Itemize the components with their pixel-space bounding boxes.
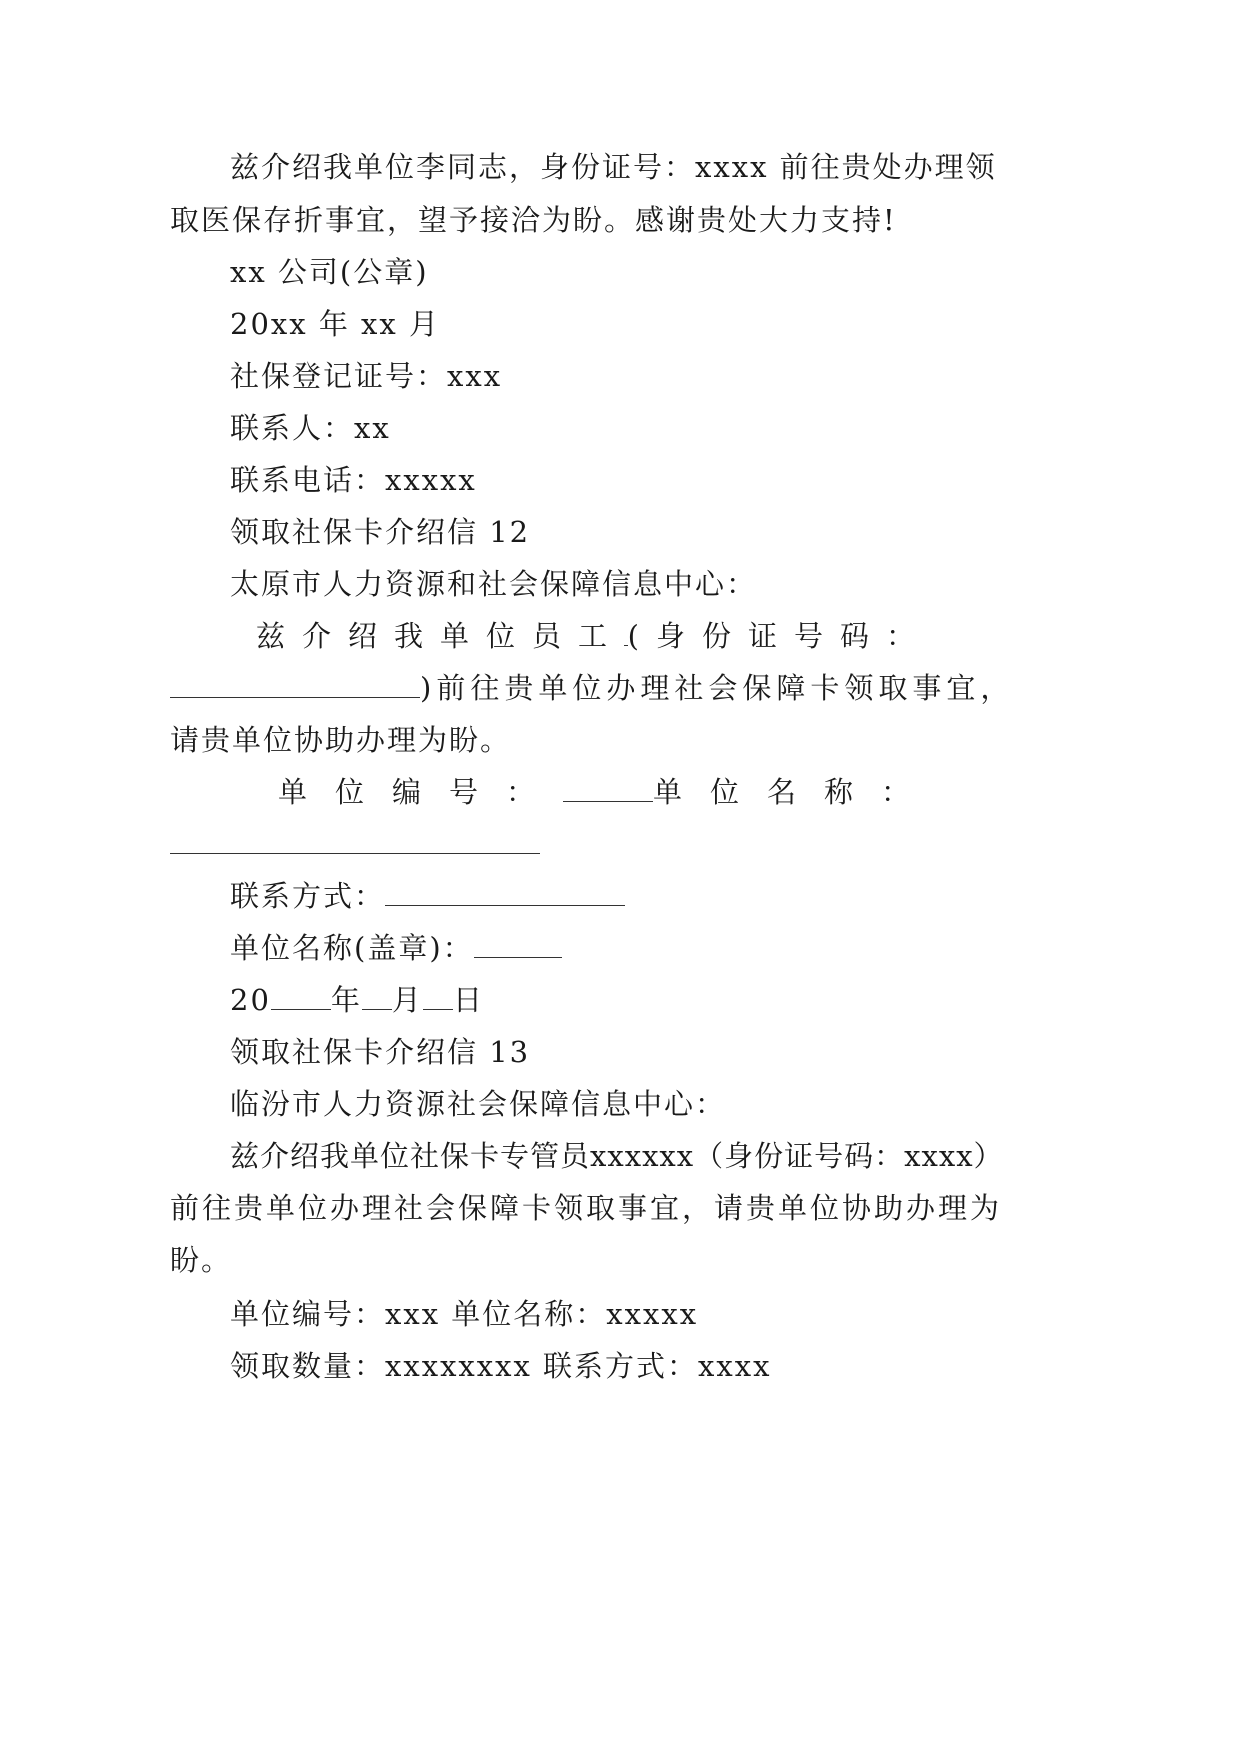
paragraph-line: 兹介绍我单位社保卡专管员xxxxxx（身份证号码：xxxx） <box>230 1139 1004 1173</box>
recipient-line: 临汾市人力资源社会保障信息中心： <box>230 1087 727 1121</box>
blank-field <box>423 983 453 1010</box>
paragraph-line: 兹介绍我单位李同志，身份证号：xxxx 前往贵处办理领 <box>230 150 997 184</box>
company-seal-line: xx 公司(公章) <box>230 255 429 289</box>
unit-info-line <box>278 775 938 809</box>
date-century: 20 <box>230 983 271 1017</box>
unit-info-line: 单位编号：xxx 单位名称：xxxxx <box>230 1297 699 1331</box>
paragraph-line <box>256 619 932 653</box>
blank-field <box>362 983 392 1010</box>
date-month-label: 月 <box>391 983 423 1017</box>
blank-field <box>170 827 540 854</box>
contact-method-label: 联系方式： <box>230 879 386 913</box>
paragraph-text: (身份证号码： <box>627 619 932 653</box>
paragraph-line: 请贵单位协助办理为盼。 <box>170 723 512 757</box>
unit-name-label: 单位名称： <box>652 775 938 809</box>
paragraph-line: 取医保存折事宜，望予接洽为盼。感谢贵处大力支持! <box>170 203 897 237</box>
social-reg-line: 社保登记证号：xxx <box>230 359 503 393</box>
unit-number-label: 单位编号： <box>278 775 564 809</box>
blank-field <box>385 879 625 906</box>
date-day-label: 日 <box>452 983 484 1017</box>
date-line <box>230 983 484 1017</box>
date-year-label: 年 <box>330 983 362 1017</box>
paragraph-line: 前往贵单位办理社会保障卡领取事宜，请贵单位协助办理为 <box>170 1191 1003 1225</box>
date-line: 20xx 年 xx 月 <box>230 307 440 341</box>
paragraph-text: 兹介绍我单位员工 <box>256 619 625 653</box>
paragraph-text: )前往贵单位办理社会保障卡领取事宜， <box>420 671 1015 705</box>
blank-field <box>563 775 653 802</box>
blank-field <box>474 931 562 958</box>
paragraph-line <box>170 671 1014 705</box>
blank-field <box>271 983 331 1010</box>
contact-method-line <box>230 879 625 913</box>
paragraph-line: 盼。 <box>170 1243 233 1277</box>
section-title: 领取社保卡介绍信 12 <box>230 515 531 549</box>
blank-field <box>170 671 420 698</box>
blank-line <box>170 827 540 861</box>
seal-label: 单位名称(盖章)： <box>230 931 474 965</box>
contact-line: 联系人：xx <box>230 411 391 445</box>
seal-line <box>230 931 562 965</box>
phone-line: 联系电话：xxxxx <box>230 463 477 497</box>
section-title: 领取社保卡介绍信 13 <box>230 1035 531 1069</box>
quantity-line: 领取数量：xxxxxxxx 联系方式：xxxx <box>230 1349 772 1383</box>
recipient-line: 太原市人力资源和社会保障信息中心： <box>230 567 758 601</box>
